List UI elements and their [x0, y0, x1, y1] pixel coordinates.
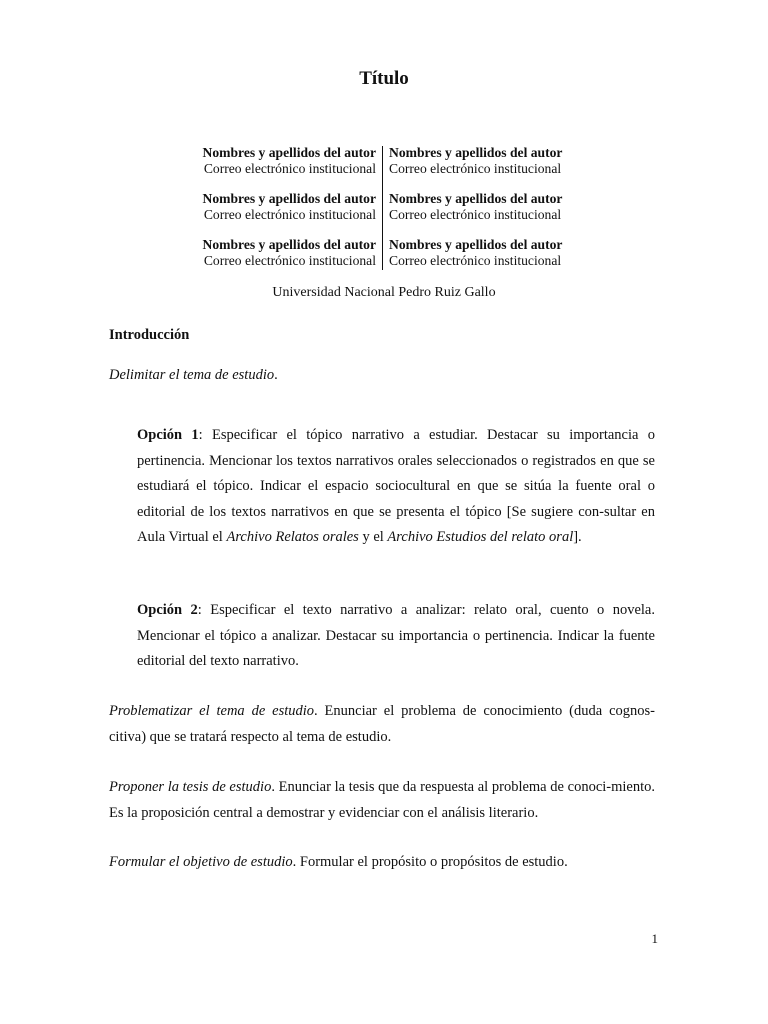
author-entry [150, 191, 383, 237]
problematize-text: . Enunciar el problema de conocimiento (duda cognos-citiva) que se tratará respecto al tema de estudio. [109, 703, 655, 745]
option1-italic-1: Archivo Relatos orales [226, 529, 359, 545]
author-name: Nombres y apellidos del autor [202, 145, 376, 160]
author-name: Nombres y apellidos del autor [202, 237, 376, 252]
author-entry [150, 237, 383, 269]
author-email: Correo electrónico institucional [389, 207, 562, 222]
document-title: Título [359, 68, 409, 89]
option2-paragraph [137, 598, 655, 675]
objective-label: Formular el objetivo de estudio [109, 854, 293, 870]
university-affiliation: Universidad Nacional Pedro Ruiz Gallo [272, 285, 496, 300]
delimit-label: Delimitar el tema de estudio [109, 367, 275, 383]
problematize-label: Problematizar el tema de estudio [109, 703, 315, 719]
option1-text-a: : Especificar el tópico narrativo a estudiar. Destacar su importancia o pertinencia. Mencionar los textos narrativos orales seleccionados o registrados en que se estudiará el tópico. Indicar el espacio sociocultural en que se sitúa la fuente oral o editorial de los textos narrativos en que se presenta el tópico [Se sugiere con-sultar en Aula Virtual el [137, 427, 655, 545]
objective-text: . Formular el propósito o propósitos de estudio. [292, 854, 568, 870]
thesis-paragraph [109, 775, 655, 826]
author-name: Nombres y apellidos del autor [202, 191, 376, 206]
author-email: Correo electrónico institucional [203, 207, 376, 222]
option1-text-c: ]. [573, 529, 582, 545]
option1-italic-2: Archivo Estudios del relato oral [387, 529, 574, 545]
author-email: Correo electrónico institucional [389, 161, 562, 176]
author-name: Nombres y apellidos del autor [389, 237, 563, 252]
option1-label: Opción 1 [137, 427, 199, 443]
author-name: Nombres y apellidos del autor [389, 191, 563, 206]
author-entry [383, 237, 616, 269]
author-email: Correo electrónico institucional [389, 253, 562, 268]
author-entry [150, 145, 383, 191]
author-row [150, 237, 618, 269]
author-row [150, 191, 618, 237]
author-email: Correo electrónico institucional [203, 161, 376, 176]
objective-paragraph [109, 850, 655, 876]
author-block [150, 145, 618, 269]
problematize-paragraph [109, 699, 655, 750]
section-heading: Introducción [109, 327, 190, 343]
option2-text: : Especificar el texto narrativo a analizar: relato oral, cuento o novela. Mencionar el tópico a analizar. Destacar su importancia o pertinencia. Indicar la fuente editorial del texto narrativo. [137, 602, 655, 669]
author-entry [383, 191, 616, 237]
option1-paragraph [137, 423, 655, 551]
option1-text-b: y el [358, 529, 388, 545]
option2-label: Opción 2 [137, 602, 198, 618]
author-row [150, 145, 618, 191]
author-divider [382, 146, 383, 270]
author-entry [383, 145, 616, 191]
author-name: Nombres y apellidos del autor [389, 145, 563, 160]
delimit-paragraph: Delimitar el tema de estudio. [109, 367, 278, 383]
page-number: 1 [651, 931, 658, 946]
thesis-label: Proponer la tesis de estudio [109, 779, 272, 795]
thesis-text: . Enunciar la tesis que da respuesta al problema de conoci-miento. Es la proposición central a demostrar y evidenciar con el análisis literario. [109, 779, 656, 821]
author-email: Correo electrónico institucional [203, 253, 376, 268]
